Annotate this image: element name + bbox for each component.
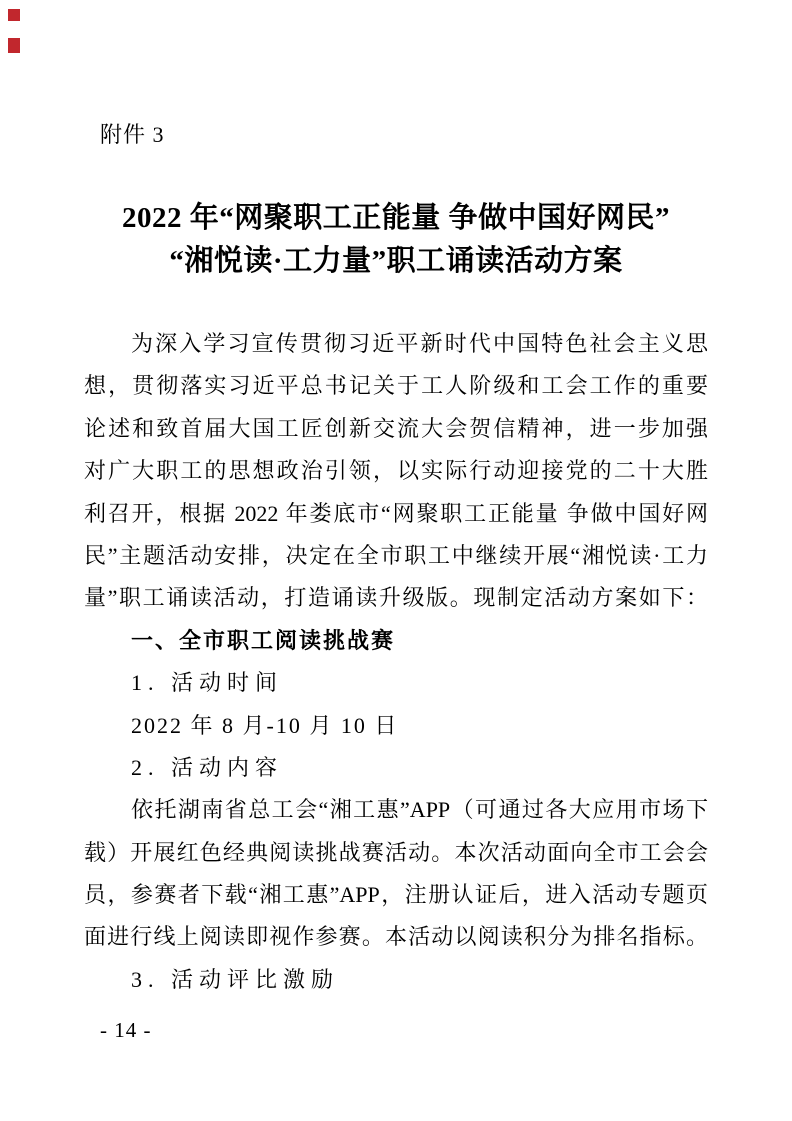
body-text-line: 民”主题活动安排，决定在全市职工中继续开展“湘悦读·工力 <box>84 542 708 568</box>
body-text-line: 员，参赛者下载“湘工惠”APP，注册认证后，进入活动专题页 <box>84 882 708 908</box>
body-text-line: 论述和致首届大国工匠创新交流大会贺信精神，进一步加强 <box>84 415 708 441</box>
sub-item-heading: 1. 活动时间 <box>131 670 284 696</box>
red-corner-mark-top <box>8 9 20 21</box>
document-title-line-1: 2022 年“网聚职工正能量 争做中国好网民” <box>121 202 670 234</box>
body-text-line: 利召开，根据 2022 年娄底市“网聚职工正能量 争做中国好网 <box>84 500 708 526</box>
body-text-line: 想，贯彻落实习近平总书记关于工人阶级和工会工作的重要 <box>84 373 708 399</box>
document-title <box>64 197 728 283</box>
attachment-label: 附件 3 <box>100 122 165 147</box>
body-text-line: 载）开展红色经典阅读挑战赛活动。本次活动面向全市工会会 <box>84 839 708 865</box>
sub-item-heading: 2. 活动内容 <box>131 754 284 780</box>
body-text-line: 面进行线上阅读即视作参赛。本活动以阅读积分为排名指标。 <box>84 924 708 950</box>
document-body <box>84 323 708 1001</box>
body-text-line: 量”职工诵读活动，打造诵读升级版。现制定活动方案如下： <box>84 585 708 611</box>
sub-item-heading: 3. 活动评比激励 <box>131 966 340 992</box>
red-corner-mark-bottom <box>8 38 20 53</box>
section-heading: 一、全市职工阅读挑战赛 <box>131 627 396 653</box>
body-text-line: 为深入学习宣传贯彻习近平新时代中国特色社会主义思 <box>131 331 708 356</box>
document-title-line-2: “湘悦读·工力量”职工诵读活动方案 <box>169 245 623 277</box>
body-text-line: 对广大职工的思想政治引领，以实际行动迎接党的二十大胜 <box>84 458 708 484</box>
body-text-line: 依托湖南省总工会“湘工惠”APP（可通过各大应用市场下 <box>131 797 708 823</box>
date-line: 2022 年 8 月-10 月 10 日 <box>131 712 399 738</box>
page-number: - 14 - <box>100 1018 152 1042</box>
